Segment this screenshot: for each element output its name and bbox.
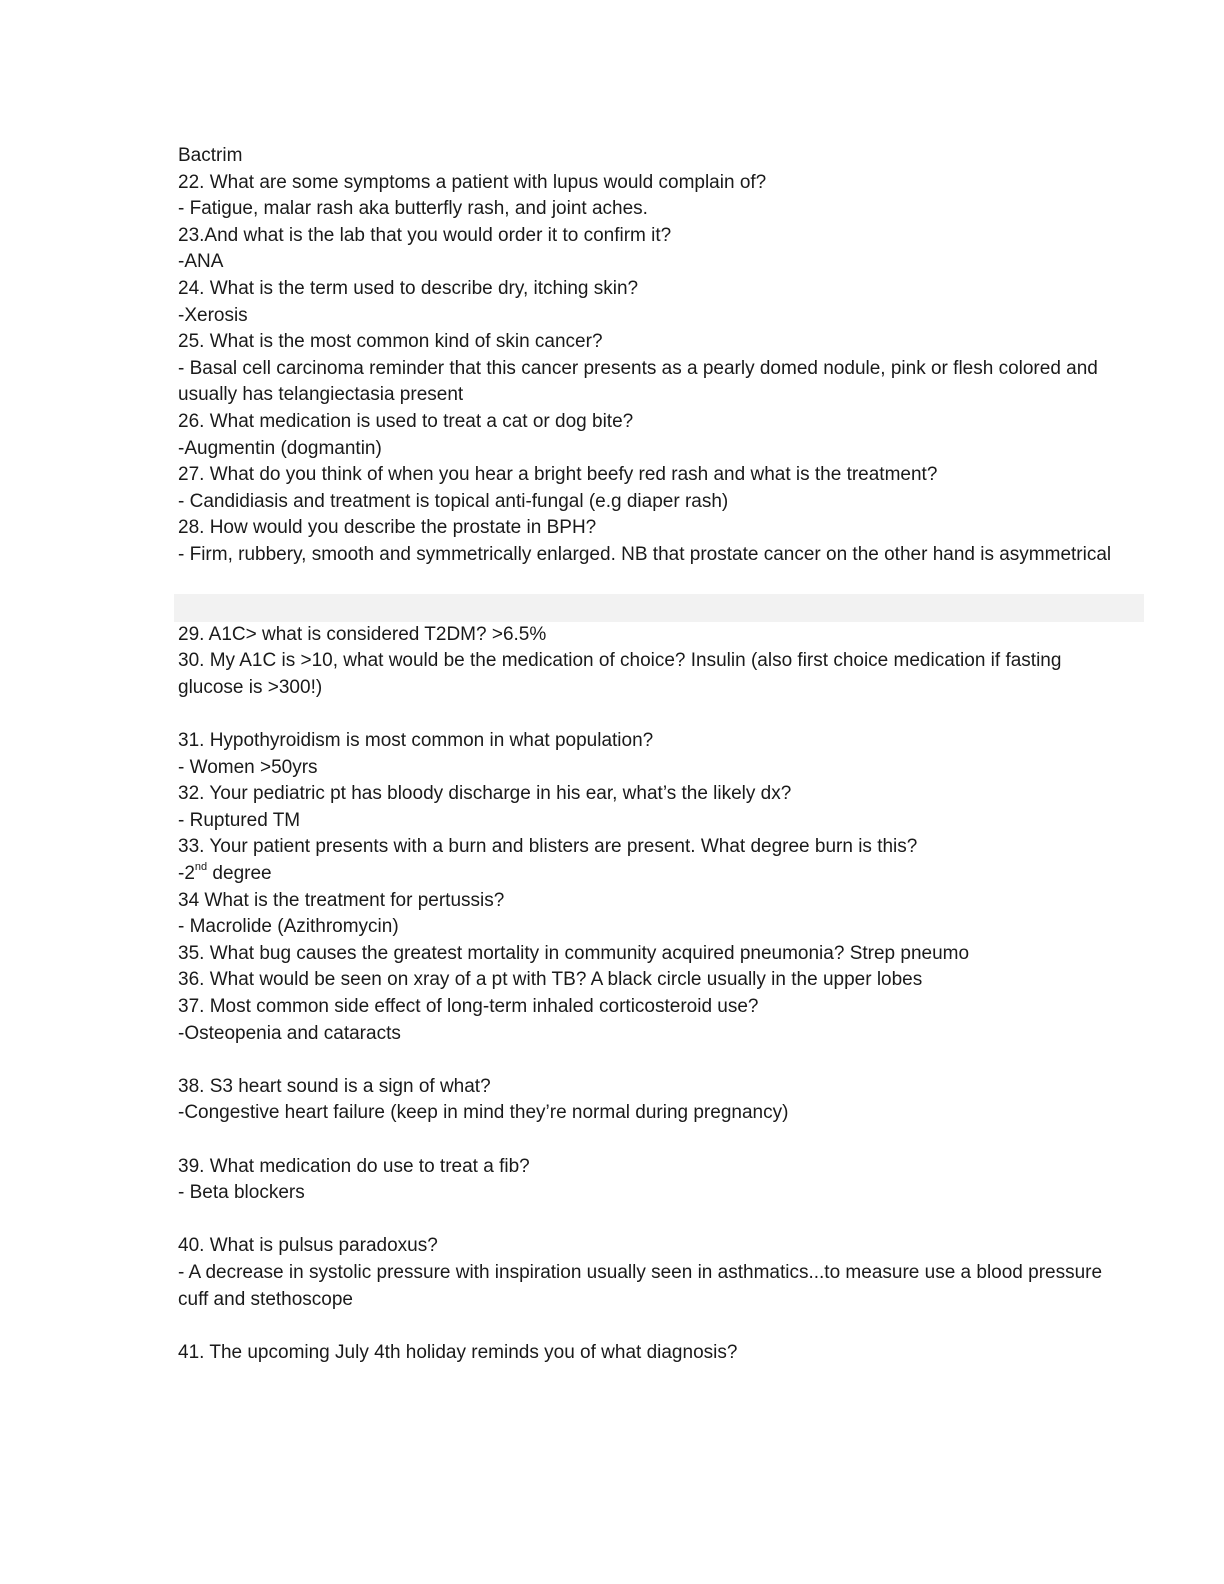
answer-34: - Macrolide (Azithromycin) — [178, 916, 399, 938]
question-29: 29. A1C> what is considered T2DM? >6.5% — [178, 623, 547, 645]
answer-26: -Augmentin (dogmantin) — [178, 437, 382, 459]
spacer — [178, 1127, 1118, 1154]
question-25: 25. What is the most common kind of skin cancer? — [178, 331, 603, 353]
answer-39: - Beta blockers — [178, 1182, 305, 1204]
answer-37: -Osteopenia and cataracts — [178, 1022, 401, 1044]
degree-superscript: nd — [194, 860, 208, 873]
spacer — [178, 1047, 1118, 1074]
question-24: 24. What is the term used to describe dry, itching skin? — [178, 277, 639, 299]
answer-31: - Women >50yrs — [178, 756, 318, 778]
question-22: 22. What are some symptoms a patient with lupus would complain of? — [178, 171, 767, 193]
spacer — [178, 569, 1118, 596]
answer-38: -Congestive heart failure (keep in mind they’re normal during pregnancy) — [178, 1102, 789, 1124]
spacer — [178, 701, 1118, 728]
answer-33 — [178, 861, 1118, 888]
answer-28: - Firm, rubbery, smooth and symmetrically enlarged. NB that prostate cancer on the other hand is asymmetrical — [178, 543, 1112, 565]
text-line: Bactrim — [178, 145, 243, 166]
question-40: 40. What is pulsus paradoxus? — [178, 1235, 438, 1257]
question-38: 38. S3 heart sound is a sign of what? — [178, 1075, 491, 1097]
answer-32: - Ruptured TM — [178, 809, 301, 831]
answer-22: - Fatigue, malar rash aka butterfly rash, and joint aches. — [178, 198, 648, 220]
question-31: 31. Hypothyroidism is most common in what population? — [178, 730, 654, 752]
question-23: 23.And what is the lab that you would order it to confirm it? — [178, 224, 672, 246]
degree-prefix: -2 — [178, 863, 195, 885]
question-36: 36. What would be seen on xray of a pt with TB? A black circle usually in the upper lobes — [178, 969, 923, 991]
spacer — [178, 1207, 1118, 1234]
question-34: 34 What is the treatment for pertussis? — [178, 889, 505, 911]
answer-23: -ANA — [178, 251, 224, 273]
answer-27: - Candidiasis and treatment is topical anti-fungal (e.g diaper rash) — [178, 490, 729, 512]
document-body — [178, 143, 1118, 1366]
question-37: 37. Most common side effect of long-term inhaled corticosteroid use? — [178, 996, 759, 1017]
question-28: 28. How would you describe the prostate in BPH? — [178, 517, 597, 539]
question-39: 39. What medication do use to treat a fib? — [178, 1155, 530, 1177]
spacer — [178, 1313, 1118, 1340]
question-30: 30. My A1C is >10, what would be the medication of choice? Insulin (also first choice medication if fasting glucose is >300!) — [178, 650, 1067, 698]
answer-24: -Xerosis — [178, 304, 248, 326]
question-26: 26. What medication is used to treat a cat or dog bite? — [178, 410, 634, 432]
question-33: 33. Your patient presents with a burn and blisters are present. What degree burn is this? — [178, 836, 918, 858]
degree-suffix: degree — [207, 863, 272, 885]
question-27: 27. What do you think of when you hear a bright beefy red rash and what is the treatment? — [178, 464, 938, 486]
question-32: 32. Your pediatric pt has bloody discharge in his ear, what’s the likely dx? — [178, 783, 792, 805]
question-41: 41. The upcoming July 4th holiday reminds you of what diagnosis? — [178, 1341, 738, 1363]
answer-40: - A decrease in systolic pressure with inspiration usually seen in asthmatics...to measure use a blood pressure cuff and stethoscope — [178, 1261, 1108, 1310]
spacer — [178, 595, 1118, 622]
question-35: 35. What bug causes the greatest mortality in community acquired pneumonia? Strep pneumo — [178, 942, 970, 964]
answer-25: - Basal cell carcinoma reminder that this cancer presents as a pearly domed nodule, pink or flesh colored and usually has telangiectasia present — [178, 357, 1104, 406]
